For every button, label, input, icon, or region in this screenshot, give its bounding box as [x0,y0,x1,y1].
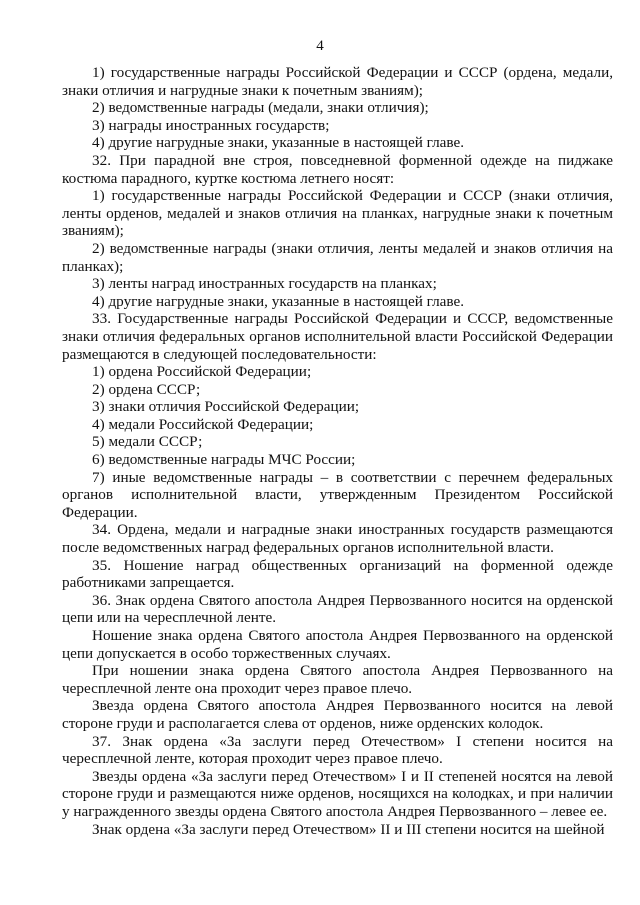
list-item: 5) медали СССР; [92,433,203,451]
clause-paragraph: 32. При парадной вне строя, повседневной форменной одежде на пиджаке костюма парадного, куртке костюма летнего носят: [62,151,613,187]
body-paragraph: Звезды ордена «За заслуги перед Отечеством» I и II степеней носятся на левой стороне груди и размещаются ниже орденов, носящихся на колодках, и при наличии у награжденного звезды ордена Святого апостола Андрея Первозванного – левее ее. [62,767,613,820]
list-item: 1) государственные награды Российской Федерации и СССР (знаки отличия, ленты орденов, медалей и знаков отличия на планках, нагрудные знаки к почетным званиям); [62,187,613,240]
list-item: 6) ведомственные награды МЧС России; [92,451,356,469]
list-item: 3) ленты наград иностранных государств на планках; [92,275,437,293]
clause-paragraph: 35. Ношение наград общественных организаций на форменной одежде работниками запрещается. [62,556,613,592]
list-item: 1) ордена Российской Федерации; [92,363,312,381]
clause-paragraph: 36. Знак ордена Святого апостола Андрея Первозванного носится на орденской цепи или на чересплечной ленте. [62,591,613,627]
list-item: 2) ордена СССР; [92,380,201,398]
body-paragraph: Ношение знака ордена Святого апостола Андрея Первозванного на орденской цепи допускается в особо торжественных случаях. [62,627,613,662]
list-item: 4) медали Российской Федерации; [92,415,314,433]
clause-paragraph: 34. Ордена, медали и наградные знаки иностранных государств размещаются после ведомственных наград федеральных органов исполнительной власти. [62,521,613,557]
list-item: 7) иные ведомственные награды – в соответствии с перечнем федеральных органов исполнительной власти, утвержденным Президентом Российской Федерации. [62,468,613,521]
page-number: 4 [316,38,324,54]
body-paragraph: При ношении знака ордена Святого апостола Андрея Первозванного на чересплечной ленте она проходит через правое плечо. [62,662,613,697]
list-item: 4) другие нагрудные знаки, указанные в настоящей главе. [92,292,465,310]
list-item: 3) знаки отличия Российской Федерации; [92,398,360,416]
clause-paragraph: 37. Знак ордена «За заслуги перед Отечеством» I степени носится на чересплечной ленте, которая проходит через правое плечо. [62,732,613,768]
clause-paragraph: 33. Государственные награды Российской Федерации и СССР, ведомственные знаки отличия федеральных органов исполнительной власти Российской Федерации размещаются в следующей последовательности: [62,310,613,363]
body-paragraph: Знак ордена «За заслуги перед Отечеством» II и III степени носится на шейной [92,820,605,838]
list-item: 4) другие нагрудные знаки, указанные в настоящей главе. [92,134,465,152]
list-item: 2) ведомственные награды (медали, знаки отличия); [92,99,429,117]
body-paragraph: Звезда ордена Святого апостола Андрея Первозванного носится на левой стороне груди и располагается слева от орденов, ниже орденских колодок. [62,697,613,732]
list-item: 2) ведомственные награды (знаки отличия, ленты медалей и знаков отличия на планках); [62,239,613,275]
list-item: 3) награды иностранных государств; [92,116,330,134]
list-item: 1) государственные награды Российской Федерации и СССР (ордена, медали, знаки отличия и нагрудные знаки к почетным званиям); [62,64,613,99]
document-body [62,64,613,838]
